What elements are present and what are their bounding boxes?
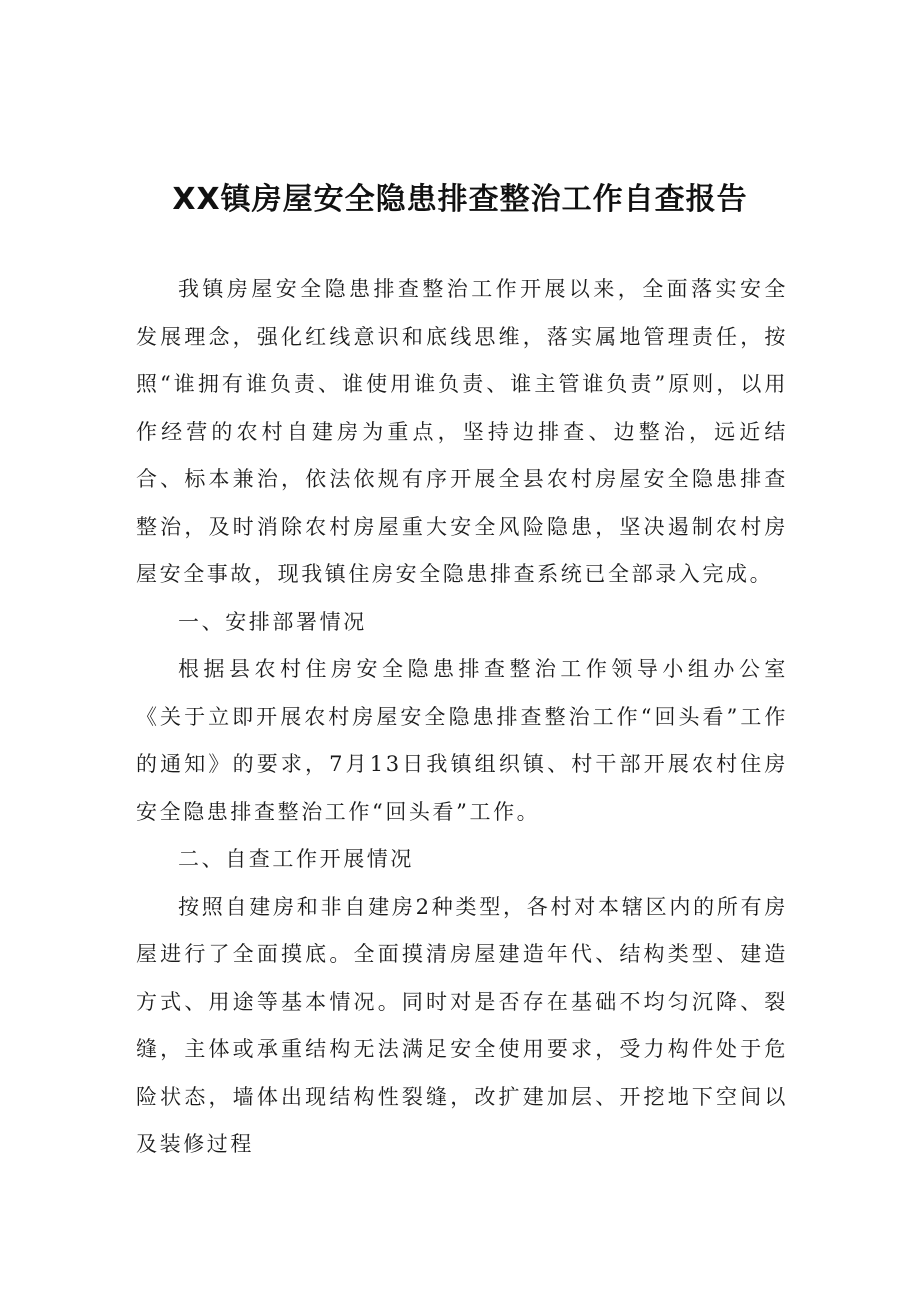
intro-paragraph: 我镇房屋安全隐患排查整治工作开展以来，全面落实安全发展理念，强化红线意识和底线思维，落实属地管理责任，按照“谁拥有谁负责、谁使用谁负责、谁主管谁负责”原则，以用作经营的农村自建房为重点，坚持边排查、边整治，远近结合、标本兼治，依法依规有序开展全县农村房屋安全隐患排查整治，及时消除农村房屋重大安全风险隐患，坚决遏制农村房屋安全事故，现我镇住房安全隐患排查系统已全部录入完成。 [136, 277, 788, 586]
self-inspection-paragraph: 按照自建房和非自建房2种类型，各村对本辖区内的所有房屋进行了全面摸底。全面摸清房屋建造年代、结构类型、建造方式、用途等基本情况。同时对是否存在基础不均匀沉降、裂缝，主体或承重结构无法满足安全使用要求，受力构件处于危险状态，墙体出现结构性裂缝，改扩建加层、开挖地下空间以及装修过程 [136, 894, 788, 1156]
deployment-paragraph: 根据县农村住房安全隐患排查整治工作领导小组办公室《关于立即开展农村房屋安全隐患排查整治工作“回头看”工作的通知》的要求，7月13日我镇组织镇、村干部开展农村住房安全隐患排查整治工作“回头看”工作。 [136, 657, 788, 824]
document-body [136, 266, 788, 1169]
section-heading-deployment: 一、安排部署情况 [178, 609, 367, 634]
document-title: XX镇房屋安全隐患排查整治工作自查报告 [172, 182, 748, 217]
section-heading-self-inspection: 二、自查工作开展情况 [178, 847, 414, 871]
